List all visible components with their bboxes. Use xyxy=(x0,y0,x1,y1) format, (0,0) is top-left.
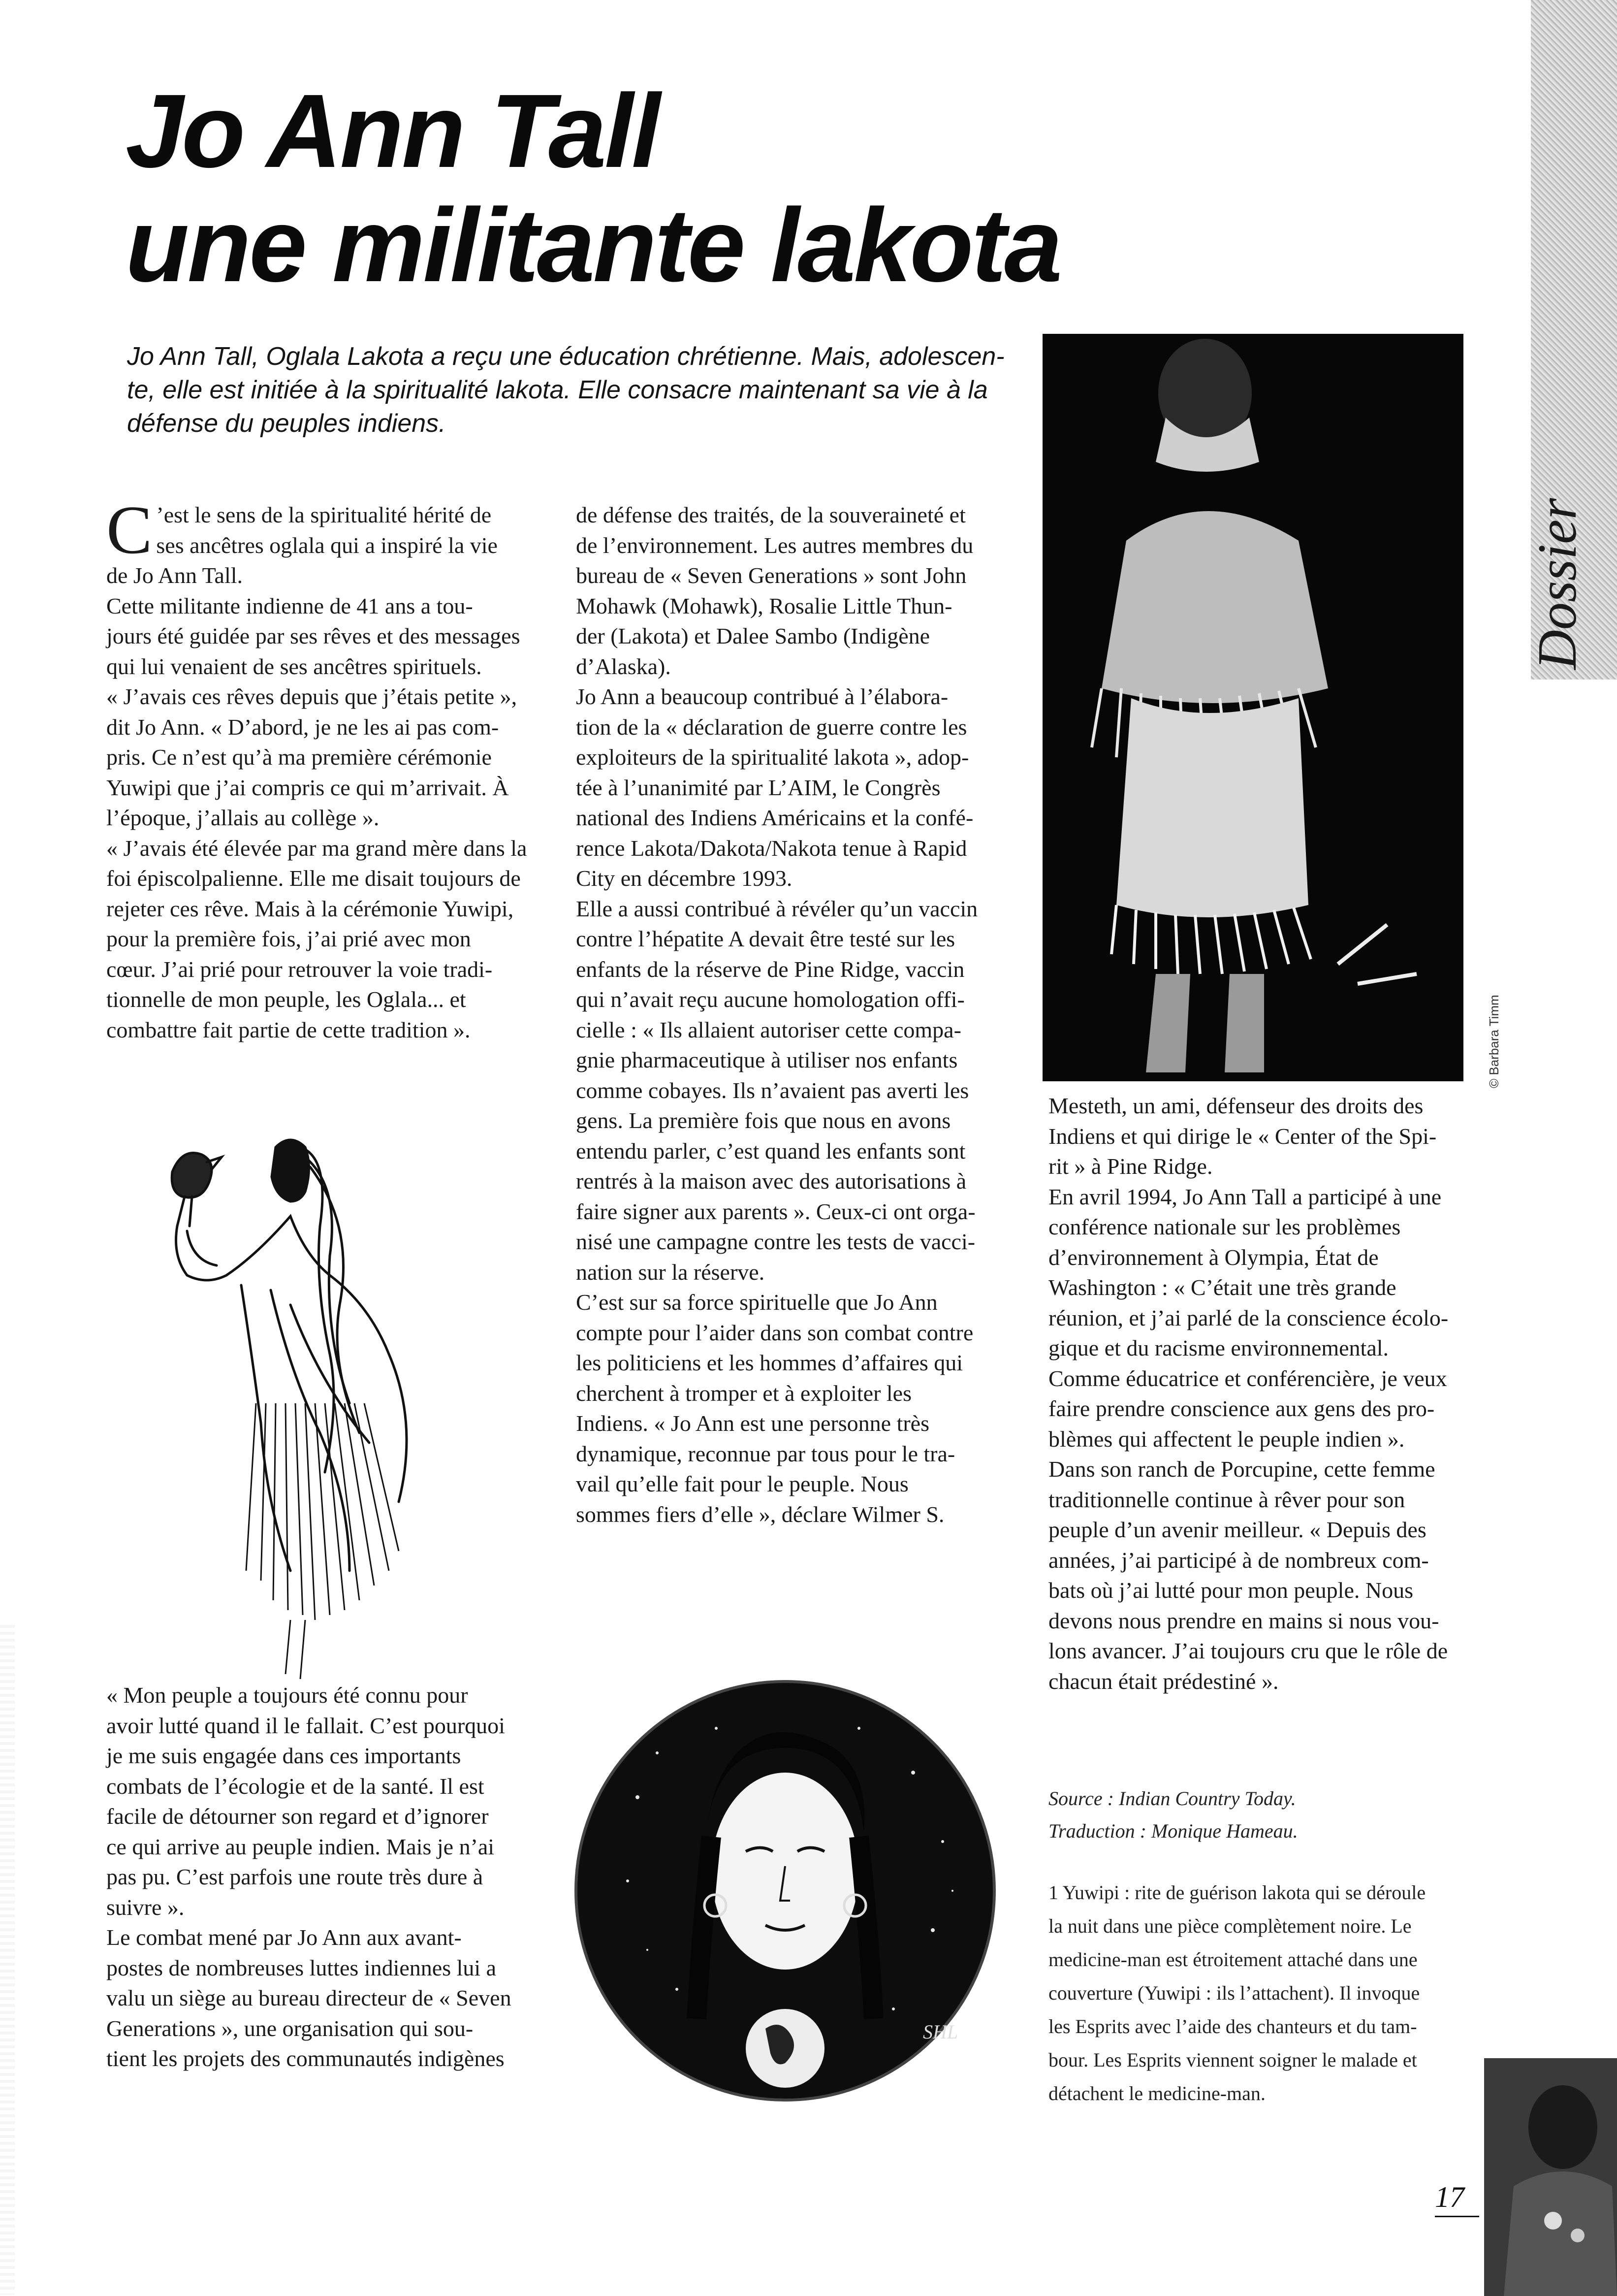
text-line: réunion, et j’ai parlé de la conscience écolo- xyxy=(1048,1305,1449,1330)
text-line: ’est le sens de la spiritualité hérité de xyxy=(156,502,492,527)
footnote-line: medicine-man est étroitement attaché dans une xyxy=(1048,1948,1418,1971)
text-line: je me suis engagée dans ces importants xyxy=(106,1743,461,1768)
text-line: rentrés à la maison avec des autorisations à xyxy=(576,1168,967,1194)
illustration-woman-with-bird xyxy=(143,1128,487,1684)
text-line: bats où j’ai lutté pour mon peuple. Nous xyxy=(1048,1578,1413,1603)
text-line: qui lui venaient de ses ancêtres spirituels. xyxy=(106,653,482,679)
text-line: conférence nationale sur les problèmes xyxy=(1048,1214,1401,1239)
text-line: qui n’avait reçu aucune homologation offi- xyxy=(576,987,965,1012)
text-line: cœur. J’ai prié pour retrouver la voie tradi- xyxy=(106,956,493,982)
text-line: « J’avais ces rêves depuis que j’étais petite », xyxy=(106,684,517,709)
text-line: dynamique, reconnue par tous pour le tra- xyxy=(576,1441,955,1466)
title-line-2: une militante lakota xyxy=(126,187,1061,303)
corner-thumbnail-image xyxy=(1484,2058,1617,2296)
text-line: rence Lakota/Dakota/Nakota tenue à Rapid xyxy=(576,835,967,861)
text-line: « J’avais été élevée par ma grand mère dans la xyxy=(106,835,527,861)
text-line: ce qui arrive au peuple indien. Mais je n’ai xyxy=(106,1834,495,1859)
intro-line: défense du peuples indiens. xyxy=(127,409,446,438)
text-line: contre l’hépatite A devait être testé sur les xyxy=(576,926,955,951)
text-line: facile de détourner son regard et d’ignorer xyxy=(106,1804,489,1829)
title-line-1: Jo Ann Tall xyxy=(126,72,659,189)
intro-line: te, elle est initiée à la spiritualité lakota. Elle consacre maintenant sa vie à la xyxy=(127,376,988,404)
text-line: pris. Ce n’est qu’à ma première cérémonie xyxy=(106,744,492,770)
text-line: « Mon peuple a toujours été connu pour xyxy=(106,1682,468,1708)
text-line: gens. La première fois que nous en avons xyxy=(576,1108,951,1133)
text-line: der (Lakota) et Dalee Sambo (Indigène xyxy=(576,623,930,648)
text-line: tion de la « déclaration de guerre contre les xyxy=(576,714,967,740)
text-line: Le combat mené par Jo Ann aux avant- xyxy=(106,1925,462,1950)
text-line: En avril 1994, Jo Ann Tall a participé à une xyxy=(1048,1184,1442,1209)
text-line: pas pu. C’est parfois une route très dure à xyxy=(106,1864,483,1889)
text-line: valu un siège au bureau directeur de « Seven xyxy=(106,1985,511,2010)
text-line: Cette militante indienne de 41 ans a tou- xyxy=(106,593,473,618)
intro-line: Jo Ann Tall, Oglala Lakota a reçu une éducation chrétienne. Mais, adolescen- xyxy=(127,342,1005,371)
text-line: de l’environnement. Les autres membres du xyxy=(576,532,974,558)
page-number: 17 xyxy=(1435,2181,1464,2213)
text-line: Yuwipi que j’ai compris ce qui m’arrivait. À xyxy=(106,775,509,800)
text-line: les politiciens et les hommes d’affaires qui xyxy=(576,1350,963,1375)
text-line: rejeter ces rêve. Mais à la cérémonie Yuwipi, xyxy=(106,896,514,921)
drop-cap: C xyxy=(106,492,153,568)
text-line: enfants de la réserve de Pine Ridge, vaccin xyxy=(576,956,965,982)
text-line: exploiteurs de la spiritualité lakota », adop- xyxy=(576,744,969,770)
article-intro xyxy=(127,340,1013,440)
text-line: jours été guidée par ses rêves et des messages xyxy=(106,623,520,648)
source-credit: Source : Indian Country Today. xyxy=(1048,1787,1296,1810)
text-line: Mesteth, un ami, défenseur des droits des xyxy=(1048,1093,1424,1118)
footnote xyxy=(1048,1876,1426,2110)
text-line: entendu parler, c’est quand les enfants sont xyxy=(576,1138,966,1164)
text-line: peuple d’un avenir meilleur. « Depuis des xyxy=(1048,1517,1427,1542)
text-line: d’environnement à Olympia, État de xyxy=(1048,1244,1379,1270)
text-line: rit » à Pine Ridge. xyxy=(1048,1154,1213,1179)
text-line: combats de l’écologie et de la santé. Il est xyxy=(106,1773,484,1799)
text-line: bureau de « Seven Generations » sont John xyxy=(576,563,967,588)
column-1-bottom xyxy=(106,1680,539,2074)
text-line: ses ancêtres oglala qui a inspiré la vie xyxy=(156,532,498,558)
text-line: cherchent à tromper et à exploiter les xyxy=(576,1380,912,1406)
scan-edge xyxy=(0,1625,15,2295)
column-2 xyxy=(576,500,1004,1529)
text-line: Jo Ann a beaucoup contribué à l’élabora- xyxy=(576,684,949,709)
text-line: avoir lutté quand il le fallait. C’est pourquoi xyxy=(106,1713,505,1738)
translation-credit: Traduction : Monique Hameau. xyxy=(1048,1820,1298,1842)
text-line: gnie pharmaceutique à utiliser nos enfants xyxy=(576,1047,958,1072)
page-number-rule xyxy=(1435,2216,1479,2217)
footnote-line: les Esprits avec l’aide des chanteurs et du tam- xyxy=(1048,2015,1417,2037)
text-line: Comme éducatrice et conférencière, je veux xyxy=(1048,1365,1447,1391)
text-line: Elle a aussi contribué à révéler qu’un vaccin xyxy=(576,896,978,921)
text-line: chacun était prédestiné ». xyxy=(1048,1668,1279,1694)
footnote-line: la nuit dans une pièce complètement noire. Le xyxy=(1048,1915,1412,1937)
text-line: cielle : « Ils allaient autoriser cette compa- xyxy=(576,1017,961,1042)
text-line: sommes fiers d’elle », déclare Wilmer S. xyxy=(576,1501,945,1527)
text-line: blèmes qui affectent le peuple indien ». xyxy=(1048,1426,1405,1452)
text-line: suivre ». xyxy=(106,1894,185,1920)
corner-thumbnail xyxy=(1484,2058,1617,2296)
section-label: Dossier xyxy=(1527,498,1588,670)
text-line: pour la première fois, j’ai prié avec mon xyxy=(106,926,471,951)
text-line: lons avancer. J’ai toujours cru que le rôle de xyxy=(1048,1638,1448,1663)
text-line: combattre fait partie de cette tradition ». xyxy=(106,1017,471,1042)
text-line: compte pour l’aider dans son combat contre xyxy=(576,1320,974,1345)
text-line: Mohawk (Mohawk), Rosalie Little Thun- xyxy=(576,593,952,618)
text-line: comme cobayes. Ils n’avaient pas averti les xyxy=(576,1077,969,1103)
column-3 xyxy=(1048,1091,1477,1696)
text-line: traditionnelle continue à rêver pour son xyxy=(1048,1487,1405,1512)
text-line: foi épiscolpalienne. Elle me disait toujours de xyxy=(106,866,521,891)
text-line: Indiens et qui dirige le « Center of the Spi- xyxy=(1048,1123,1437,1149)
text-line: nisé une campagne contre les tests de vacci- xyxy=(576,1229,976,1254)
text-line: dit Jo Ann. « D’abord, je ne les ai pas com- xyxy=(106,714,499,740)
text-line: Washington : « C’était une très grande xyxy=(1048,1275,1396,1300)
photo-credit: © Barbara Timm xyxy=(1487,995,1501,1088)
footnote-line: couverture (Yuwipi : ils l’attachent). Il invoque xyxy=(1048,1982,1420,2004)
text-line: faire signer aux parents ». Ceux-ci ont orga- xyxy=(576,1198,976,1224)
article-title xyxy=(126,74,1208,302)
text-line: gique et du racisme environnemental. xyxy=(1048,1335,1389,1360)
text-line: faire prendre conscience aux gens des pro- xyxy=(1048,1396,1435,1421)
article-credits xyxy=(1048,1782,1298,1847)
text-line: de défense des traités, de la souveraineté et xyxy=(576,502,966,527)
text-line: de Jo Ann Tall. xyxy=(106,563,243,588)
text-line: vail qu’elle fait pour le peuple. Nous xyxy=(576,1471,909,1496)
illustration-woman-portrait-circle xyxy=(569,1674,1002,2107)
text-line: nation sur la réserve. xyxy=(576,1259,765,1285)
footnote-line: 1 Yuwipi : rite de guérison lakota qui se déroule xyxy=(1048,1881,1426,1904)
text-line: tient les projets des communautés indigènes xyxy=(106,2046,505,2071)
footnote-line: détachent le medicine-man. xyxy=(1048,2082,1266,2104)
text-line: devons nous prendre en mains si nous vou- xyxy=(1048,1608,1439,1633)
text-line: Indiens. « Jo Ann est une personne très xyxy=(576,1411,929,1436)
text-line: Dans son ranch de Porcupine, cette femme xyxy=(1048,1456,1435,1482)
text-line: national des Indiens Américains et la confé- xyxy=(576,805,974,830)
text-line: C’est sur sa force spirituelle que Jo Ann xyxy=(576,1290,938,1315)
dancer-photo xyxy=(1043,334,1463,1081)
text-line: d’Alaska). xyxy=(576,653,671,679)
dancer-photo-image xyxy=(1043,334,1463,1081)
text-line: tionnelle de mon peuple, les Oglala... et xyxy=(106,987,466,1012)
text-line: City en décembre 1993. xyxy=(576,866,793,891)
column-1-top xyxy=(106,492,539,1045)
svg-text:SHL: SHL xyxy=(923,2021,958,2043)
text-line: années, j’ai participé à de nombreux com- xyxy=(1048,1547,1429,1573)
text-line: l’époque, j’allais au collège ». xyxy=(106,805,380,830)
text-line: postes de nombreuses luttes indiennes lui a xyxy=(106,1955,497,1980)
text-line: Generations », une organisation qui sou- xyxy=(106,2015,474,2041)
footnote-line: bour. Les Esprits viennent soigner le malade et xyxy=(1048,2049,1417,2071)
text-line: tée à l’unanimité par L’AIM, le Congrès xyxy=(576,775,941,800)
